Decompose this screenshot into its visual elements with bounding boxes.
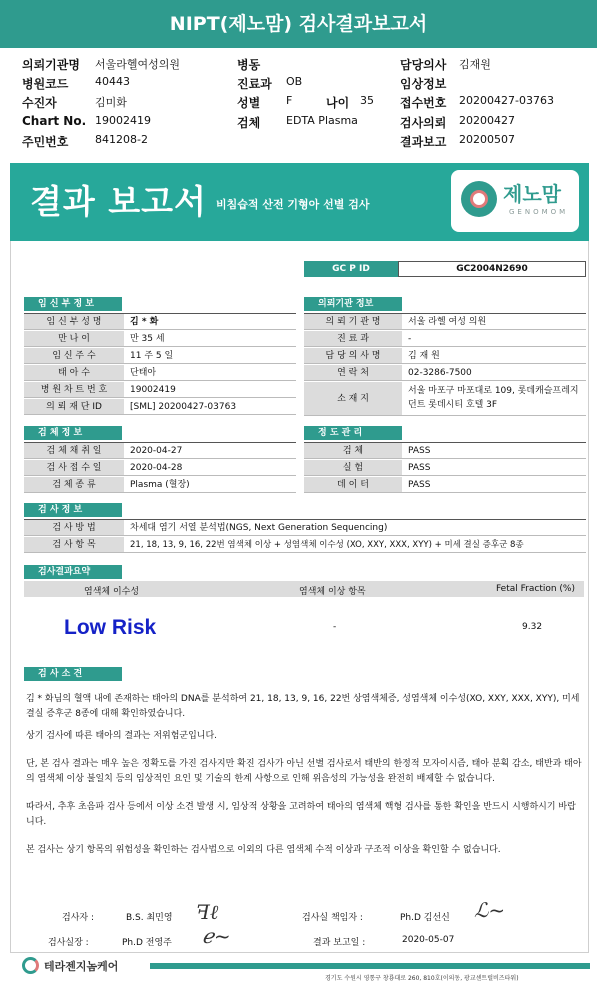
row-label: 만 나 이 [24,331,124,346]
row-value: 만 35 세 [130,334,165,344]
row-label: 검 체 [304,443,402,458]
examiner-signature-icon: ꟻℓ [196,900,219,924]
banner-subtitle: 비침습적 산전 기형아 선별 검사 [216,198,370,211]
code-value: 40443 [95,75,130,88]
findings-section-title: 검 사 소 견 [24,667,122,681]
chief-label: 검사실 책임자 : [302,913,363,923]
table-row [24,399,296,415]
row-value: 김 * 화 [130,317,159,327]
institution-section-title: 의뢰기관 정보 [304,297,402,311]
table-row [304,331,586,347]
director-label: 검사실장 : [48,938,89,948]
table-row [24,382,296,398]
row-value: 11 주 5 일 [130,351,174,361]
row-value: 2020-04-27 [130,446,183,456]
row-label: 검 사 방 법 [24,520,124,535]
table-row [24,443,296,459]
genomom-logo [451,170,579,232]
row-value: 차세대 염기 서열 분석법(NGS, Next Generation Sequencing) [130,523,388,533]
footer-divider [150,963,590,969]
chief-value: Ph.D 김선신 [400,913,450,923]
row-value: 단태아 [130,368,157,378]
table-row [304,348,586,364]
row-label: 검 사 항 목 [24,537,124,552]
table-row [304,382,586,416]
company-logo [22,956,147,976]
receipt-label: 접수번호 [400,96,447,110]
row-label: 임 신 부 성 명 [24,314,124,329]
sex-value: F [286,94,293,107]
doctor-label: 담당의사 [400,58,447,72]
specimen-table [24,442,296,493]
row-label: 데 이 터 [304,477,402,492]
summary-col-abnormal: 염색체 이상 항목 [299,587,366,597]
sex-label: 성별 [237,96,261,110]
qc-table [304,442,586,493]
pregnant-section-title: 임 신 부 정 보 [24,297,122,311]
row-label: 임 신 주 수 [24,348,124,363]
risk-result: Low Risk [64,616,157,639]
banner-title: 결과 보고서 [30,182,207,221]
patient-label: 수진자 [22,96,57,110]
findings-paragraph-1: 김 * 화님의 혈액 내에 존재하는 태아의 DNA를 분석하여 21, 18, 13, 9, 16, 22번 상염색체증, 성염색체 이수성(XO, XXY, XXX, XYY), 미세 결실 증후군 8종에 대해 확인하였습니다. [26,694,580,719]
row-label: 연 락 처 [304,365,402,380]
findings-paragraph-3: 단, 본 검사 결과는 매우 높은 정확도를 가진 검사지만 확진 검사가 아닌 선별 검사로서 태반의 한정적 모자이시즘, 태아 분획 감소, 태반과 태아의 염색체 이상 불일치 등의 임상적인 요인 및 기술의 한계 사항으로 인해 위음성의 가능성을 완전히 배제할 수 없습니다. [26,759,582,784]
table-row [304,443,586,459]
specimen-value: EDTA Plasma [286,114,358,127]
summary-col-ff: Fetal Fraction (%) [496,584,575,594]
row-label: 담 당 의 사 명 [304,348,402,363]
row-label: 진 료 과 [304,331,402,346]
resident-value: 841208-2 [95,133,148,146]
table-row [304,477,586,493]
row-value: 서울 라헬 여성 의원 [408,317,487,327]
findings-paragraph-4: 따라서, 추후 초음파 검사 등에서 이상 소견 발생 시, 임상적 상황을 고려하여 태아의 염색체 핵형 검사를 통한 확인을 반드시 시행하시기 바랍니다. [26,802,576,827]
clinical-label: 임상정보 [400,77,447,91]
patient-value: 김미화 [95,96,127,109]
doctor-value: 김재원 [459,58,491,71]
address-line-1: 서울 마포구 마포대로 109, 롯데캐슬프레지 [408,386,579,396]
row-label: 실 험 [304,460,402,475]
summary-header [24,581,584,597]
row-label: 태 아 수 [24,365,124,380]
dept-value: OB [286,75,303,88]
table-row [304,460,586,476]
institution-table [304,313,586,415]
resident-label: 주민번호 [22,135,69,149]
specimen-label: 검체 [237,116,261,130]
summary-section-title: 검사결과요약 [24,565,122,579]
report-date-value: 20200507 [459,133,515,146]
age-value: 35 [360,94,374,107]
report-date-value-footer: 2020-05-07 [402,935,455,945]
row-value: [SML] 20200427-03763 [130,402,237,412]
row-label: 의 뢰 기 관 명 [304,314,402,329]
findings-paragraph-2: 상기 검사에 따른 태아의 결과는 저위험군입니다. [26,731,218,741]
code-label: 병원코드 [22,77,69,91]
table-row [24,520,586,536]
examiner-value: B.S. 최민영 [126,913,173,923]
company-name: 테라젠지놈케어 [44,960,119,973]
director-value: Ph.D 전영주 [122,938,172,948]
row-value: PASS [408,480,431,490]
row-label: 소 재 지 [304,382,402,415]
table-row [24,331,296,347]
director-signature-icon: ℯ~ [202,924,231,948]
request-label: 검사의뢰 [400,116,447,130]
dept-label: 진료과 [237,77,272,91]
table-row [304,365,586,381]
ward-label: 병동 [237,58,261,72]
table-row [304,314,586,330]
chart-label: Chart No. [22,114,87,128]
table-row [24,348,296,364]
result-banner [10,163,589,241]
row-value: PASS [408,463,431,473]
row-label: 검 사 접 수 일 [24,460,124,475]
gcp-id-value: GC2004N2690 [398,261,586,277]
test-table [24,519,586,553]
request-value: 20200427 [459,114,515,127]
report-date-label-footer: 결과 보고일 : [313,938,366,948]
logo-name: 제노맘 [503,182,561,206]
row-value: 19002419 [130,385,176,395]
pregnant-table [24,313,296,415]
summary-col-aneuploidy: 염색체 이수성 [84,587,140,597]
row-value: PASS [408,446,431,456]
genomom-logo-icon [461,181,497,217]
examiner-label: 검사자 : [62,913,94,923]
row-label: 검 체 채 취 일 [24,443,124,458]
table-row [24,460,296,476]
row-value: 2020-04-28 [130,463,183,473]
qc-section-title: 정 도 관 리 [304,426,402,440]
chief-signature-icon: ℒ~ [474,898,506,922]
row-label: 병 원 차 트 번 호 [24,382,124,397]
company-logo-icon [22,957,39,974]
specimen-section-title: 검 체 정 보 [24,426,122,440]
hospital-value: 서울라헬여성의원 [95,58,181,71]
table-row [24,537,586,553]
gcp-id [304,261,586,277]
fetal-fraction-value: 9.32 [522,622,543,632]
chart-value: 19002419 [95,114,151,127]
company-address: 경기도 수원시 영통구 창룡대로 260, 810호(이의동, 광교센트럴비즈타워) [325,975,519,982]
findings-paragraph-5: 본 검사는 상기 항목의 위험성을 확인하는 검사법으로 이외의 다른 염색체 수적 이상과 구조적 이상을 확인할 수 없습니다. [26,845,501,855]
row-label: 검 체 종 류 [24,477,124,492]
address-line-2: 던트 롯데시티 호텔 3F [408,400,498,410]
order-info [0,52,597,152]
row-value: 02-3286-7500 [408,368,472,378]
age-label: 나이 [326,96,350,110]
abnormal-items-value: - [333,622,337,632]
row-value: 김 재 원 [408,351,440,361]
receipt-value: 20200427-03763 [459,94,554,107]
row-label: 의 뢰 재 단 ID [24,399,124,414]
report-date-label: 결과보고 [400,135,447,149]
row-value: - [408,334,412,344]
table-row [24,365,296,381]
report-header-title: NIPT(제노맘) 검사결과보고서 [0,0,597,48]
row-value: 21, 18, 13, 9, 16, 22번 염색체 이상 + 성염색체 이수성 (XO, XXY, XXX, XYY) + 미세 결실 증후군 8종 [130,540,524,550]
row-value: Plasma (혈장) [130,480,190,490]
gcp-id-label: GC P ID [304,261,398,277]
logo-sub: GENOMOM [509,208,569,216]
table-row [24,477,296,493]
test-section-title: 검 사 정 보 [24,503,122,517]
hospital-label: 의뢰기관명 [22,58,80,72]
table-row [24,314,296,330]
